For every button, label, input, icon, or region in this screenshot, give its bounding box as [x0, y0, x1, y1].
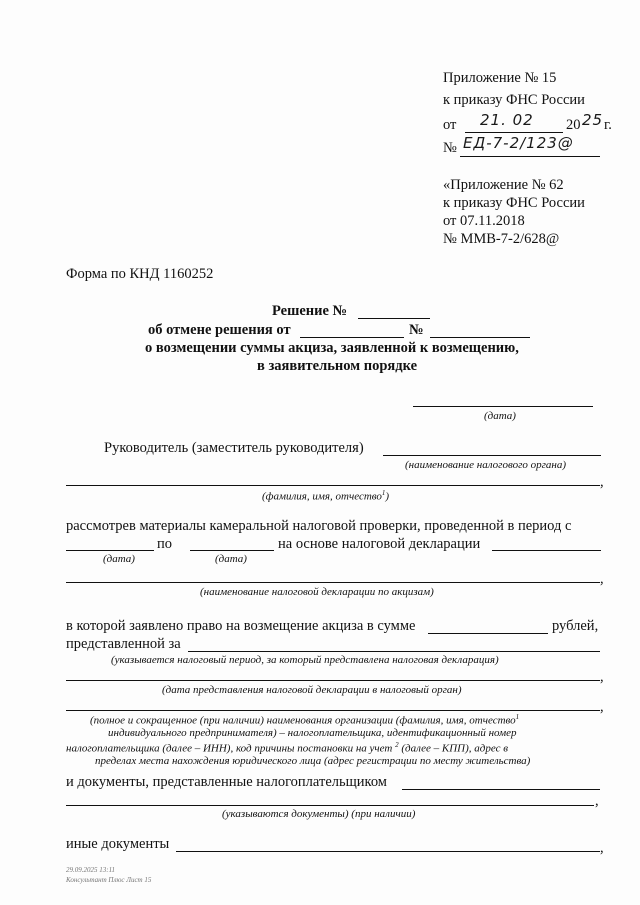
period-line	[188, 651, 600, 652]
head-label: Руководитель (заместитель руководителя)	[104, 440, 364, 456]
organization-caption-line3-b: (далее – КПП), адрес в	[401, 742, 508, 755]
tax-authority-caption: (наименование налогового органа)	[405, 459, 567, 471]
declaration-caption: (наименование налоговой декларации по акцизам)	[200, 586, 434, 598]
title-cancel-date-line	[300, 337, 404, 338]
period-caption: (указывается налоговый период, за который представлена налоговая декларация)	[111, 654, 499, 666]
fio-caption	[262, 489, 389, 503]
appendix-number-line	[460, 156, 600, 157]
submitted-for-label: представленной за	[66, 636, 181, 652]
fio-caption-end: )	[385, 490, 390, 503]
title-cancel-no-label: №	[409, 322, 424, 338]
footer-stamp-source: Консультант Плюс Лист 15	[66, 876, 152, 884]
documents-comma: ,	[595, 793, 599, 809]
organization-caption-line4: пределах места нахождения юридического лица (адрес регистрации по месту жительства)	[95, 755, 531, 767]
period-to-line	[190, 550, 274, 551]
documents-line-1	[402, 789, 600, 790]
title-cancel-number-line	[430, 337, 530, 338]
period-from-line	[66, 550, 154, 551]
form-code: Форма по КНД 1160252	[66, 266, 214, 282]
prior-appendix-line2: к приказу ФНС России	[443, 195, 585, 211]
submission-date-line	[66, 680, 600, 681]
organization-comma: ,	[600, 699, 604, 715]
declaration-line-1	[492, 550, 601, 551]
title-decision-number-line	[358, 318, 430, 319]
other-documents-line	[176, 851, 600, 852]
fio-caption-text: (фамилия, имя, отчество	[262, 490, 382, 503]
prior-appendix-line1: «Приложение № 62	[443, 177, 564, 193]
organization-line	[66, 710, 600, 711]
appendix-number-handwritten: ЕД-7-2/123@	[463, 134, 574, 152]
appendix-year-suffix: г.	[604, 117, 612, 133]
documents-caption: (указываются документы) (при наличии)	[222, 808, 416, 820]
organization-caption-line3	[66, 741, 508, 755]
other-documents-label: иные документы	[66, 836, 170, 852]
decision-date-line	[413, 406, 593, 407]
appendix-year-prefix: 20	[566, 117, 581, 133]
title-line4: в заявительном порядке	[257, 358, 418, 374]
date-caption-b: (дата)	[215, 553, 247, 565]
appendix-no-label: №	[443, 140, 457, 156]
appendix-year-handwritten: 25	[582, 111, 604, 129]
decision-date-caption: (дата)	[484, 410, 516, 422]
fio-caption-sup: 1	[381, 489, 386, 497]
claimed-label: в которой заявлено право на возмещение акциза в сумме	[66, 618, 416, 634]
submission-comma: ,	[600, 669, 604, 685]
submission-date-caption: (дата представления налоговой декларации в налоговый орган)	[162, 684, 462, 696]
organization-caption-sup1: 1	[515, 713, 520, 721]
appendix-line2: к приказу ФНС России	[443, 92, 585, 108]
appendix-date-line	[465, 132, 563, 133]
fio-comma: ,	[600, 474, 604, 490]
declaration-comma: ,	[600, 571, 604, 587]
organization-caption-line2: индивидуального предпринимателя) – налогоплательщика, идентификационный номер	[108, 727, 517, 739]
declaration-line-2	[66, 582, 600, 583]
footer-stamp-date: 29.09.2025 13:11	[66, 866, 116, 874]
appendix-line1: Приложение № 15	[443, 70, 557, 86]
other-documents-comma: ,	[600, 840, 604, 856]
amount-line	[428, 633, 548, 634]
organization-caption-line3-a: налогоплательщика (далее – ИНН), код причины постановки на учет	[66, 742, 393, 755]
date-caption-a: (дата)	[103, 553, 135, 565]
rubles-label: рублей,	[552, 618, 599, 634]
documents-line-2	[66, 805, 594, 806]
appendix-date-handwritten: 21. 02	[480, 111, 534, 129]
period-by-label: по	[157, 536, 173, 552]
fio-line	[66, 485, 600, 486]
title-cancel-label: об отмене решения от	[148, 322, 291, 338]
prior-appendix-line3: от 07.11.2018	[443, 213, 525, 229]
basis-label: на основе налоговой декларации	[278, 536, 481, 552]
organization-caption-sup2: 2	[395, 741, 399, 749]
title-line3: о возмещении суммы акциза, заявленной к возмещению,	[145, 340, 519, 356]
title-decision: Решение №	[272, 303, 348, 319]
organization-caption-line1-text: (полное и сокращенное (при наличии) наименования организации (фамилия, имя, отчество	[90, 714, 516, 727]
prior-appendix-line4: № ММВ-7-2/628@	[443, 231, 560, 247]
tax-authority-line	[383, 455, 601, 456]
documents-label: и документы, представленные налогоплательщиком	[66, 774, 387, 790]
review-line: рассмотрев материалы камеральной налоговой проверки, проведенной в период с	[66, 518, 572, 534]
organization-caption-line1	[90, 713, 519, 727]
appendix-from-label: от	[443, 117, 457, 133]
